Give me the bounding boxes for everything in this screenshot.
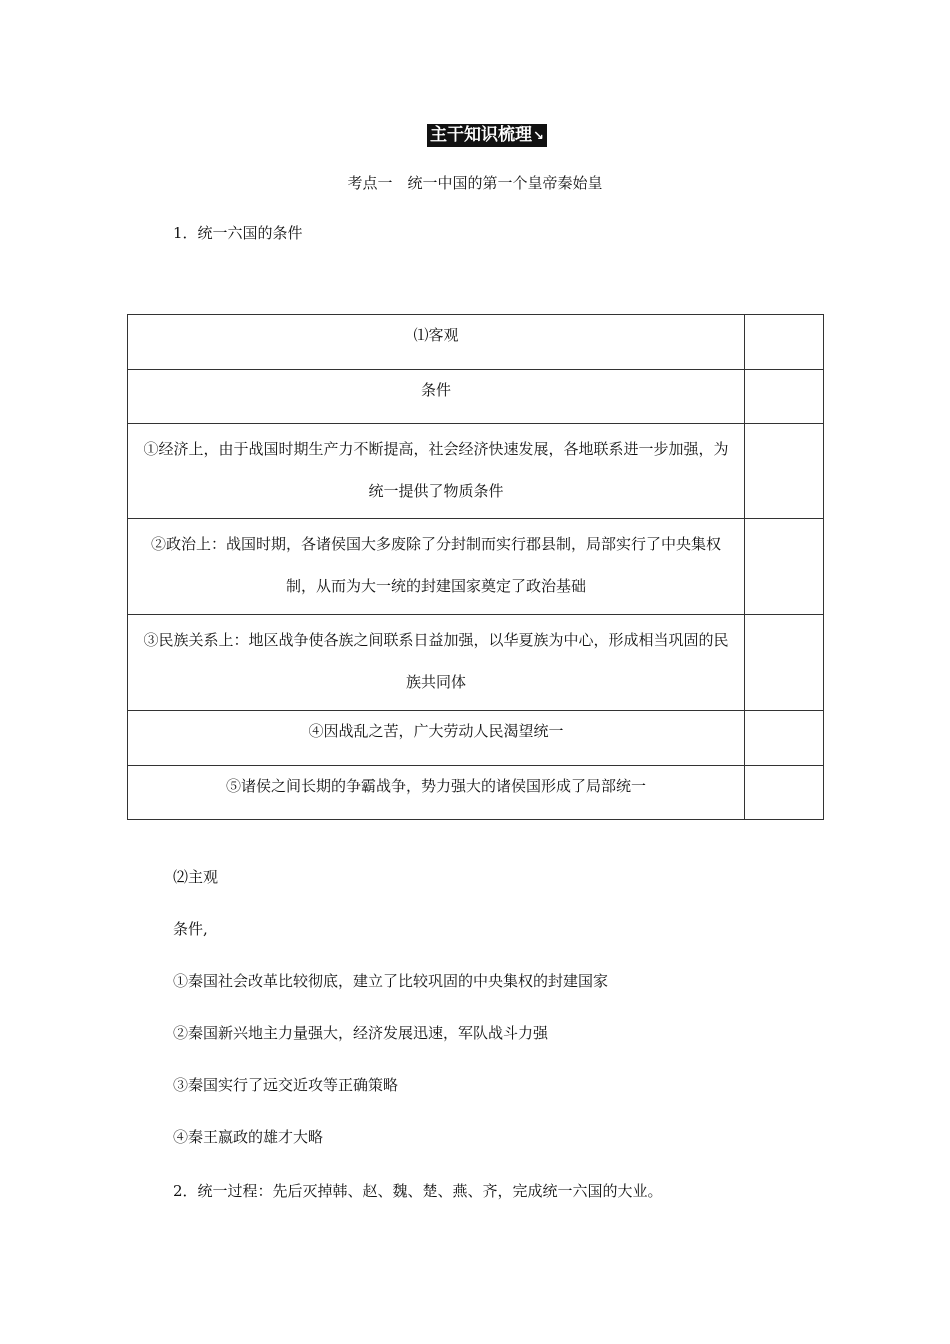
cell-text: 条件 xyxy=(421,381,452,399)
table-cell xyxy=(128,766,745,820)
table-row xyxy=(128,615,824,711)
table-cell-empty xyxy=(745,519,824,615)
table-cell xyxy=(128,615,745,711)
table-cell xyxy=(128,370,745,424)
table-row xyxy=(128,766,824,820)
list-item: ①秦国社会改革比较彻底，建立了比较巩固的中央集权的封建国家 xyxy=(173,972,609,990)
table-cell-empty xyxy=(745,370,824,424)
table-cell xyxy=(128,711,745,766)
table-row xyxy=(128,711,824,766)
section-banner xyxy=(427,124,547,147)
table-row xyxy=(128,424,824,519)
table-row xyxy=(128,370,824,424)
cell-text: ④因战乱之苦，广大劳动人民渴望统一 xyxy=(308,722,564,740)
list-item: ②秦国新兴地主力量强大，经济发展迅速，军队战斗力强 xyxy=(173,1024,549,1042)
table-cell-empty xyxy=(745,424,824,519)
cell-text: ⑤诸侯之间长期的争霸战争，势力强大的诸侯国形成了局部统一 xyxy=(226,777,647,795)
section-title: 考点一 统一中国的第一个皇帝秦始皇 xyxy=(347,174,603,192)
table-cell xyxy=(128,519,745,615)
list-item: ④秦王嬴政的雄才大略 xyxy=(173,1128,324,1146)
cell-text: ②政治上：战国时期，各诸侯国大多废除了分封制而实行郡县制，局部实行了中央集权制，从而为大一统的封建国家奠定了政治基础 xyxy=(151,535,722,595)
heading-conditions: 1．统一六国的条件 xyxy=(173,224,303,242)
cell-text: ⑴客观 xyxy=(413,326,459,344)
table-cell-empty xyxy=(745,315,824,370)
list-item: ③秦国实行了远交近攻等正确策略 xyxy=(173,1076,399,1094)
table-cell-empty xyxy=(745,766,824,820)
table-row xyxy=(128,315,824,370)
table-cell-empty xyxy=(745,711,824,766)
subjective-label: 条件, xyxy=(173,920,208,938)
arrow-icon: ↘ xyxy=(533,129,544,144)
cell-text: ③民族关系上：地区战争使各族之间联系日益加强，以华夏族为中心，形成相当巩固的民族共同体 xyxy=(143,631,729,691)
table-cell xyxy=(128,424,745,519)
heading-process: 2．统一过程：先后灭掉韩、赵、魏、楚、燕、齐，完成统一六国的大业。 xyxy=(173,1182,663,1200)
banner-title: 主干知识梳理 xyxy=(430,125,532,145)
cell-text: ①经济上，由于战国时期生产力不断提高，社会经济快速发展，各地联系进一步加强，为统一提供了物质条件 xyxy=(143,440,729,500)
subjective-heading: ⑵主观 xyxy=(173,868,219,886)
table-cell xyxy=(128,315,745,370)
table-cell-empty xyxy=(745,615,824,711)
conditions-table xyxy=(127,314,824,820)
table-row xyxy=(128,519,824,615)
